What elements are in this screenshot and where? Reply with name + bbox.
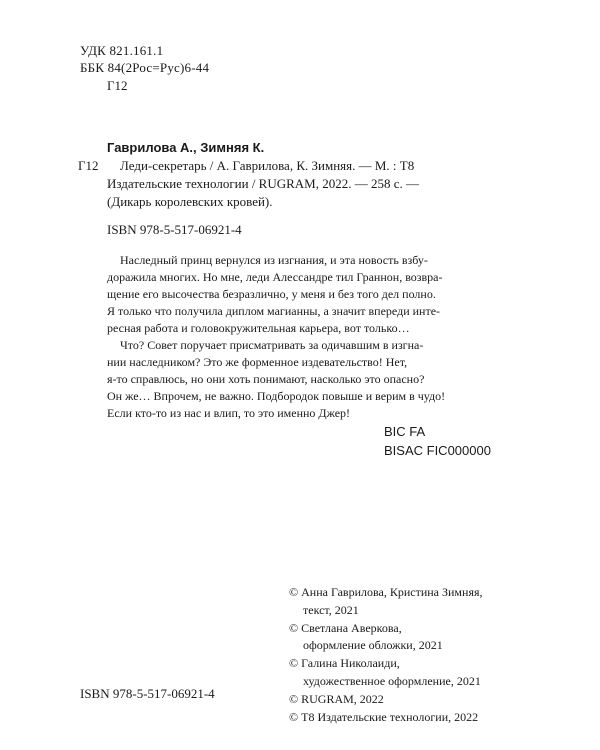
annotation-line: Что? Совет поручает присматривать за одичавшим в изгна- (120, 338, 424, 352)
bibliographic-line-2: Издательские технологии / RUGRAM, 2022. — 258 с. — (107, 176, 420, 191)
annotation-line: нии наследником? Это же форменное издевательство! Нет, (107, 355, 408, 369)
author-mark-top: Г12 (107, 78, 128, 93)
bbk-code: ББК 84(2Рос=Рус)6-44 (80, 60, 210, 75)
copyright-line: текст, 2021 (303, 602, 359, 617)
isbn-main: ISBN 978-5-517-06921-4 (107, 222, 242, 237)
bic-code: BIC FA (384, 424, 426, 439)
copyright-line: художественное оформление, 2021 (303, 673, 481, 688)
copyright-line: © Т8 Издательские технологии, 2022 (289, 709, 479, 724)
copyright-line: оформление обложки, 2021 (303, 638, 443, 653)
copyright-line: © Галина Николаиди, (289, 656, 400, 671)
annotation-line: я-то справлюсь, но они хоть понимают, насколько это опасно? (107, 372, 425, 386)
bisac-code: BISAC FIC000000 (384, 443, 491, 458)
copyright-line: © Светлана Аверкова, (289, 620, 402, 635)
copyright-line: © Анна Гаврилова, Кристина Зимняя, (289, 585, 483, 599)
annotation-line: Наследный принц вернулся из изгнания, и эта новость взбу- (120, 253, 428, 267)
author-mark-side: Г12 (78, 158, 99, 173)
bibliographic-line-3: (Дикарь королевских кровей). (107, 194, 273, 209)
annotation-line: щение его высочества безразлично, у меня и без того дел полно. (107, 287, 436, 301)
udk-code: УДК 821.161.1 (80, 43, 164, 58)
annotation-paragraph-1 (107, 252, 501, 337)
bibliographic-line-1: Леди-секретарь / А. Гаврилова, К. Зимняя. — М. : Т8 (120, 158, 415, 173)
annotation-paragraph-2 (107, 337, 501, 422)
annotation-line: ресная работа и головокружительная карьера, вот только… (107, 321, 410, 335)
copyright-line: © RUGRAM, 2022 (289, 691, 384, 706)
annotation-line: Я только что получила диплом магианны, а значит впереди инте- (107, 304, 441, 318)
authors-heading: Гаврилова А., Зимняя К. (107, 140, 265, 155)
annotation-line: Если кто-то из нас и влип, то это именно Джер! (107, 406, 351, 420)
isbn-bottom: ISBN 978-5-517-06921-4 (80, 686, 215, 701)
annotation-line: доражила многих. Но мне, леди Алессандре тил Граннон, возвра- (107, 270, 443, 284)
annotation (107, 252, 501, 422)
copyright-block (289, 584, 482, 726)
annotation-line: Он же… Впрочем, не важно. Подбородок повыше и верим в чудо! (107, 389, 446, 403)
